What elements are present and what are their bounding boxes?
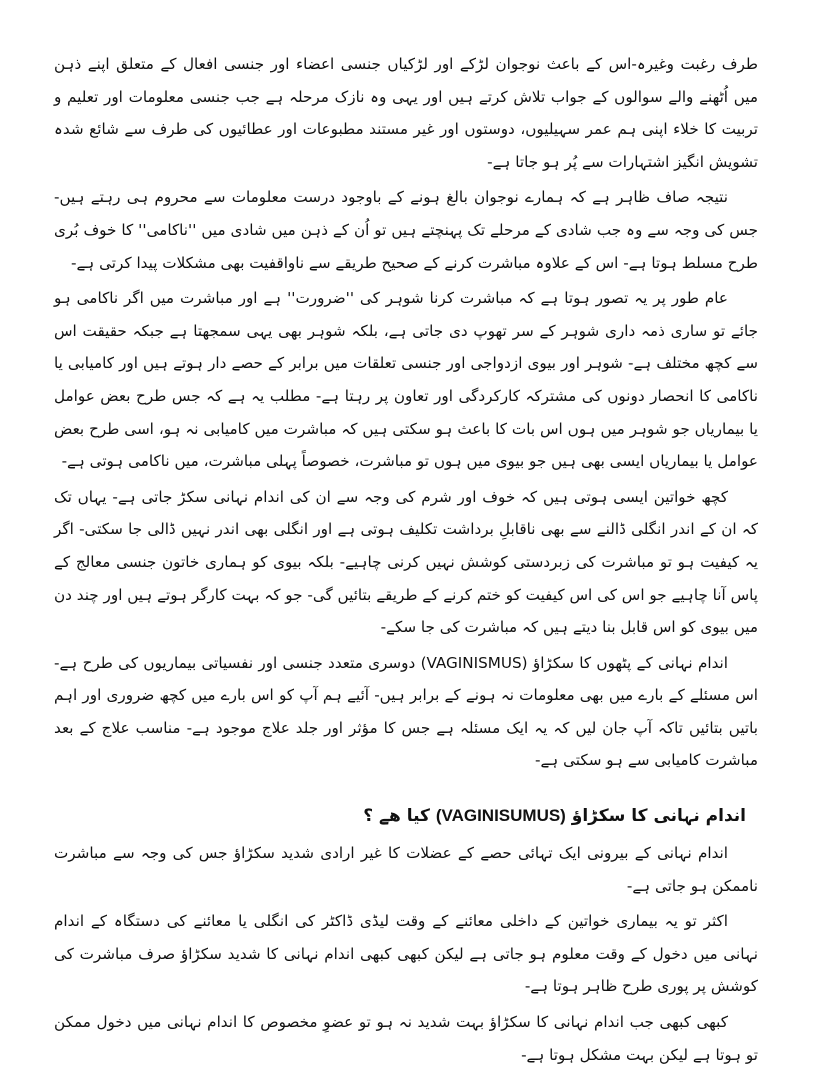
section-paragraph-1: اندام نہانی کے بیرونی ایک تہائی حصے کے عضلات کا غیر ارادی شدید سکڑاؤ جس کی وجہ سے مباشرت ناممکن ہو جاتی ہے- <box>54 844 758 895</box>
heading-suffix: کیا ھے ؟ <box>363 806 430 827</box>
body-paragraph-4: کچھ خواتین ایسی ہوتی ہیں کہ خوف اور شرم کی وجہ سے ان کی اندام نہانی سکڑ جاتی ہے- یہاں تک کہ ان کے اندر انگلی ڈالنے سے بھی ناقابلِ برداشت تکلیف ہوتی ہے اور انگلی بھی اندر نہیں ڈالی جا سکتی- اگر یہ کیفیت ہو تو مباشرت کی زبردستی کوشش نہیں کرنی چاہیے- بلکہ بیوی کو ہماری خاتون جنسی معالج کے پاس آنا چاہیے جو اس کی اس کیفیت کو ختم کرنے کے طریقے بتائیں گی- جو کہ بہت کارگر ہوتے ہیں اور چند دن میں بیوی کو اس قابل بنا دیتے ہیں کہ مباشرت کی جا سکے- <box>54 487 758 637</box>
body-paragraph-3: عام طور پر یہ تصور ہوتا ہے کہ مباشرت کرنا شوہر کی ''ضرورت'' ہے اور مباشرت میں اگر ناکامی ہو جائے تو ساری ذمہ داری شوہر کے سر تھوپ دی جاتی ہے، بلکہ شوہر بھی یہی سمجھتا ہے جبکہ حقیقت اس سے کچھ مختلف ہے- شوہر اور بیوی ازدواجی اور جنسی تعلقات میں برابر کے حصے دار ہوتے ہیں اور کامیابی یا ناکامی کا انحصار دونوں کی مشترکہ کارکردگی اور تعاون پر رہتا ہے- مطلب یہ ہے کہ جس طرح بعض عوامل یا بیماریاں جو شوہر میں ہوں اس بات کا باعث ہو سکتی ہیں کہ مباشرت میں کامیابی نہ ہو، اسی طرح بعض عوامل یا بیماریاں ایسی بھی ہیں جو بیوی میں ہوں تو مباشرت، خصوصاً پہلی مباشرت، میں ناکامی ہوتی ہے- <box>54 289 758 471</box>
heading-term: (VAGINISUMUS) <box>435 806 566 826</box>
section-heading <box>54 801 758 831</box>
body-paragraph-2: نتیجہ صاف ظاہر ہے کہ ہمارے نوجوان بالغ ہونے کے باوجود درست معلومات سے محروم ہی رہتے ہیں- جس کی وجہ سے وہ جب شادی کے مرحلے تک پہنچتے ہیں تو اُن کے ذہن میں شادی میں ''ناکامی'' کا خوف بُری طرح مسلط ہوتا ہے- اس کے علاوہ مباشرت کرنے کے صحیح طریقے سے ناواقفیت بھی مشکلات پیدا کرتی ہے- <box>54 188 758 272</box>
body-paragraph-1: طرف رغبت وغیرہ-اس کے باعث نوجوان لڑکے اور لڑکیاں جنسی اعضاء اور جنسی افعال کے متعلق اپنے ذہن میں اُٹھنے والے سوالوں کے جواب تلاش کرتے ہیں اور یہی وہ نازک مرحلہ ہے جب جنسی معلومات اور تعلیم و تربیت کا خلاء اپنی ہم عمر سہیلیوں، دوستوں اور غیر مستند مطبوعات اور عطائیوں کی طرف سے شائع شدہ تشویش انگیز اشتہارات سے پُر ہو جاتا ہے- <box>54 55 758 171</box>
section-paragraph-3: کبھی کبھی جب اندام نہانی کا سکڑاؤ بہت شدید نہ ہو تو عضوِ مخصوص کا اندام نہانی میں دخول ممکن تو ہوتا ہے لیکن بہت مشکل ہوتا ہے- <box>54 1013 758 1064</box>
section-paragraph-2: اکثر تو یہ بیماری خواتین کے داخلی معائنے کے وقت لیڈی ڈاکٹر کی انگلی یا معائنے کی دستگاہ کے اندام نہانی میں دخول کے وقت معلوم ہو جاتی ہے لیکن کبھی کبھی اندام نہانی کا شدید سکڑاؤ صرف مباشرت کی کوشش پر پوری طرح ظاہر ہوتا ہے- <box>54 912 758 996</box>
heading-prefix: اندام نہانی کا سکڑاؤ <box>571 806 746 827</box>
section-spacer <box>54 777 758 801</box>
body-paragraph-5: اندام نہانی کے پٹھوں کا سکڑاؤ (VAGINISMUS) دوسری متعدد جنسی اور نفسیاتی بیماریوں کی طرح ہے- اس مسئلے کے بارے میں بھی معلومات نہ ہونے کے برابر ہیں- آئیے ہم آپ کو اس بارے میں کچھ ضروری اور اہم باتیں بتائیں تاکہ آپ جان لیں کہ یہ ایک مسئلہ ہے جس کا مؤثر اور جلد علاج موجود ہے- مناسب علاج کے بعد مباشرت کامیابی سے ہو سکتی ہے- <box>54 653 758 770</box>
